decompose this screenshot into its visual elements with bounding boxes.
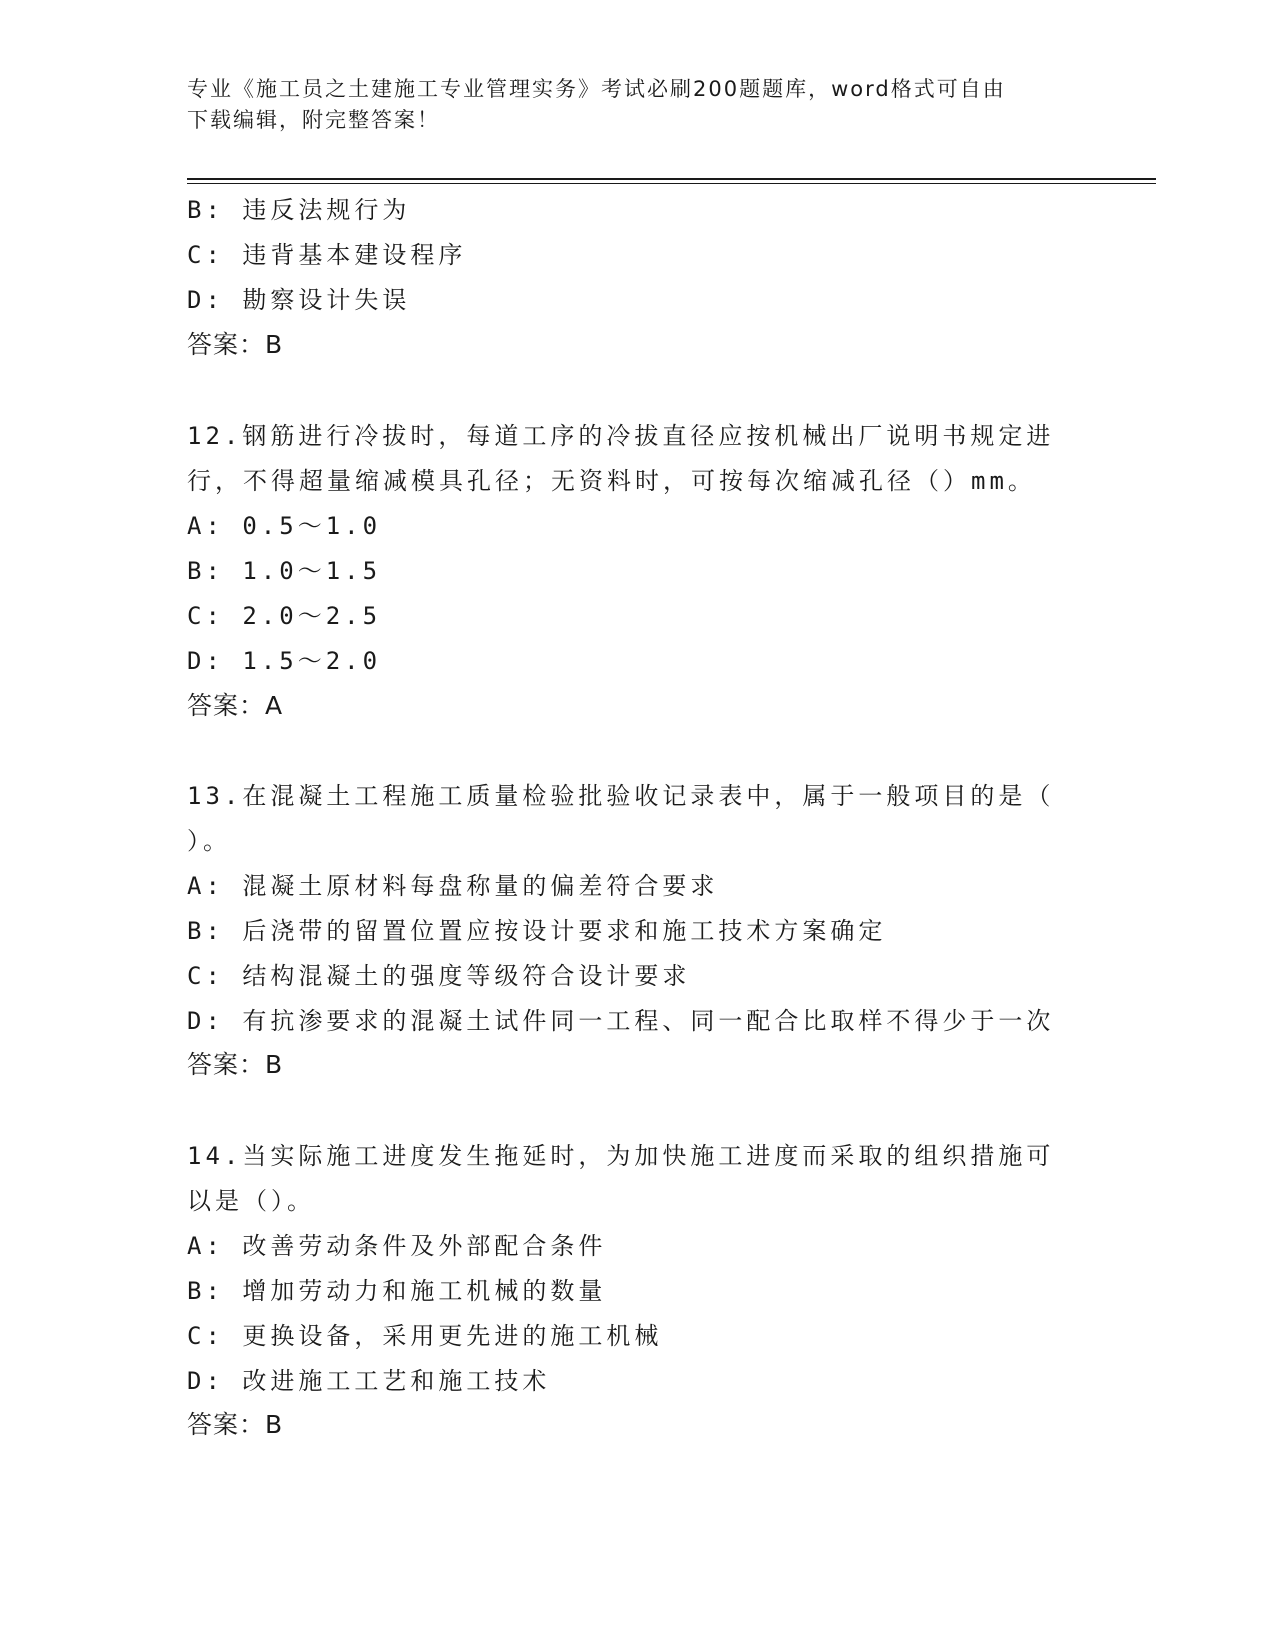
q12-option-c: C: 2.0～2.5 (187, 602, 382, 630)
q11-option-b: B: 违反法规行为 (187, 196, 411, 224)
q13-option-c: C: 结构混凝土的强度等级符合设计要求 (187, 962, 691, 990)
q13-stem-line-1: 13.在混凝土工程施工质量检验批验收记录表中，属于一般项目的是（ (187, 782, 1055, 810)
q13-option-d: D: 有抗渗要求的混凝土试件同一工程、同一配合比取样不得少于一次 (187, 1007, 1055, 1035)
header-title-line-2: 下载编辑，附完整答案！ (187, 108, 440, 132)
q13-stem-line-2: ）。 (187, 827, 231, 855)
q14-option-b: B: 增加劳动力和施工机械的数量 (187, 1277, 607, 1305)
q14-stem-line-2: 以是（）。 (187, 1187, 315, 1215)
q14-option-a: A: 改善劳动条件及外部配合条件 (187, 1232, 607, 1260)
header-title-line-1: 专业《施工员之土建施工专业管理实务》考试必刷200题题库，word格式可自由 (187, 77, 1006, 101)
header-rule-thick (187, 178, 1156, 180)
q11-option-d: D: 勘察设计失误 (187, 286, 411, 314)
q13-option-a: A: 混凝土原材料每盘称量的偏差符合要求 (187, 872, 719, 900)
q14-answer: 答案：B (187, 1410, 284, 1439)
q12-stem-line-1: 12.钢筋进行冷拔时，每道工序的冷拔直径应按机械出厂说明书规定进 (187, 422, 1055, 450)
q14-stem-line-1: 14.当实际施工进度发生拖延时，为加快施工进度而采取的组织措施可 (187, 1142, 1055, 1170)
document-header (187, 74, 1067, 136)
q12-option-d: D: 1.5～2.0 (187, 647, 382, 675)
q11-answer: 答案：B (187, 330, 284, 359)
q13-option-b: B: 后浇带的留置位置应按设计要求和施工技术方案确定 (187, 917, 887, 945)
q14-option-d: D: 改进施工工艺和施工技术 (187, 1367, 551, 1395)
q12-stem-line-2: 行，不得超量缩减模具孔径；无资料时，可按每次缩减孔径（）mm。 (187, 467, 1036, 495)
q12-option-a: A: 0.5～1.0 (187, 512, 382, 540)
q12-answer: 答案：A (187, 691, 284, 720)
q11-option-c: C: 违背基本建设程序 (187, 241, 467, 269)
q12-option-b: B: 1.0～1.5 (187, 557, 382, 585)
q13-answer: 答案：B (187, 1050, 284, 1079)
header-rule-thin (187, 183, 1156, 184)
q14-option-c: C: 更换设备，采用更先进的施工机械 (187, 1322, 663, 1350)
